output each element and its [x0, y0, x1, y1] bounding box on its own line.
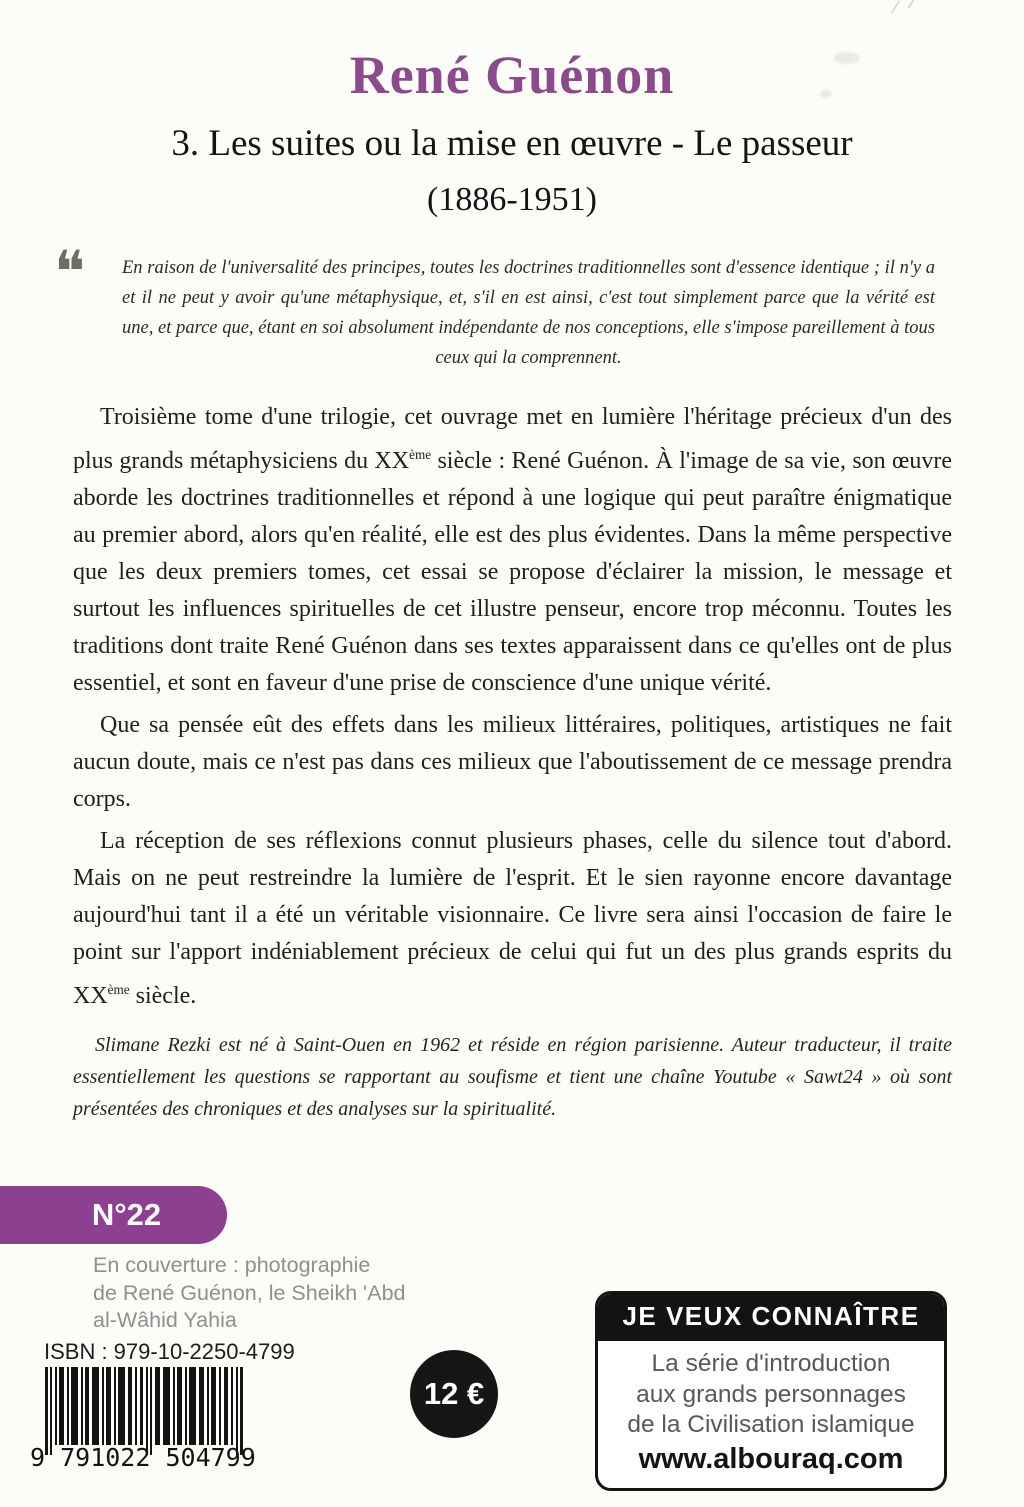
price-badge: [410, 1350, 498, 1438]
promo-line: La série d'introduction: [651, 1350, 891, 1377]
promo-box-header: JE VEUX CONNAÎTRE: [598, 1294, 944, 1341]
promo-line: de la Civilisation islamique: [627, 1411, 915, 1438]
life-dates: (1886-1951): [427, 181, 597, 218]
open-quote-icon: ❝: [54, 238, 86, 306]
series-number-badge: [0, 1186, 227, 1244]
blurb: [73, 399, 952, 1015]
author-bio: Slimane Rezki est né à Saint-Ouen en 1962 et réside en région parisienne. Auteur traducteur, il traite essentiellement les questions se rapportant au soufisme et tient une chaîne Youtube « Sawt24 » où sont présentées des chroniques et des analyses sur la spiritualité.: [73, 1034, 952, 1120]
book-subtitle: 3. Les suites ou la mise en œuvre - Le passeur: [171, 123, 853, 164]
series-number-label: N°22: [91, 1197, 162, 1232]
price-label: 12 €: [423, 1376, 485, 1411]
blurb-paragraph: Que sa pensée eût des effets dans les milieux littéraires, politiques, artistiques ne fait aucun doute, mais ce n'est pas dans ces milieux que l'aboutissement de ce message prendra corps.: [73, 712, 952, 812]
scan-artifact: [820, 90, 832, 98]
blurb-paragraph: La réception de ses réflexions connut plusieurs phases, celle du silence tout d'abord. Mais on ne peut restreindre la lumière de l'esprit. Et le sien rayonne encore davantage aujourd'hui tant il a été un véritable visionnaire. Ce livre sera ainsi l'occasion de faire le point sur l'apport indéniablement précieux de celui qui fut un des plus grands esprits du XXème siècle.: [73, 828, 952, 1009]
caption-line: de René Guénon, le Sheikh 'Abd: [93, 1280, 406, 1305]
caption-line: En couverture : photographie: [93, 1253, 371, 1277]
epigraph-quote: [54, 238, 935, 373]
publisher-website: www.albouraq.com: [638, 1442, 904, 1475]
scan-artifact: [834, 52, 860, 64]
promo-box-body: [598, 1341, 944, 1488]
caption-line: al-Wâhid Yahia: [93, 1308, 237, 1332]
promo-line: aux grands personnages: [636, 1380, 906, 1408]
author-title: René Guénon: [349, 45, 675, 105]
cover-photo-caption: [93, 1252, 406, 1335]
barcode-icon: [45, 1367, 247, 1455]
isbn-label: ISBN : 979-10-2250-4799: [44, 1339, 295, 1364]
blurb-paragraph: Troisième tome d'une trilogie, cet ouvrage met en lumière l'héritage précieux d'un des plus grands métaphysiciens du XXème siècle : René Guénon. À l'image de sa vie, son œuvre aborde les doctrines traditionnelles et répond à une logique qui peut paraître énigmatique au premier abord, alors qu'en réalité, elle est des plus évidentes. Dans la même perspective que les deux premiers tomes, cet essai se propose d'éclairer la mission, le message et surtout les influences spirituelles de cet illustre penseur, encore trop méconnu. Toutes les traditions dont traite René Guénon dans ses textes apparaissent dans ce qu'elles ont de plus essentiel, et sont en faveur d'une prise de conscience d'une unique vérité.: [73, 404, 953, 696]
series-promo-box: [595, 1291, 947, 1491]
barcode-digits: 9 791022 504799: [30, 1443, 256, 1472]
epigraph-text: En raison de l'universalité des principes, toutes les doctrines traditionnelles sont d'essence identique ; il n'y a et il ne peut y avoir qu'une métaphysique, et, s'il en est ainsi, c'est tout simplement parce que la vérité est une, et parce que, étant en soi absolument indépendante de nos conceptions, elle s'impose pareillement à tous ceux qui la comprennent.: [122, 258, 935, 368]
